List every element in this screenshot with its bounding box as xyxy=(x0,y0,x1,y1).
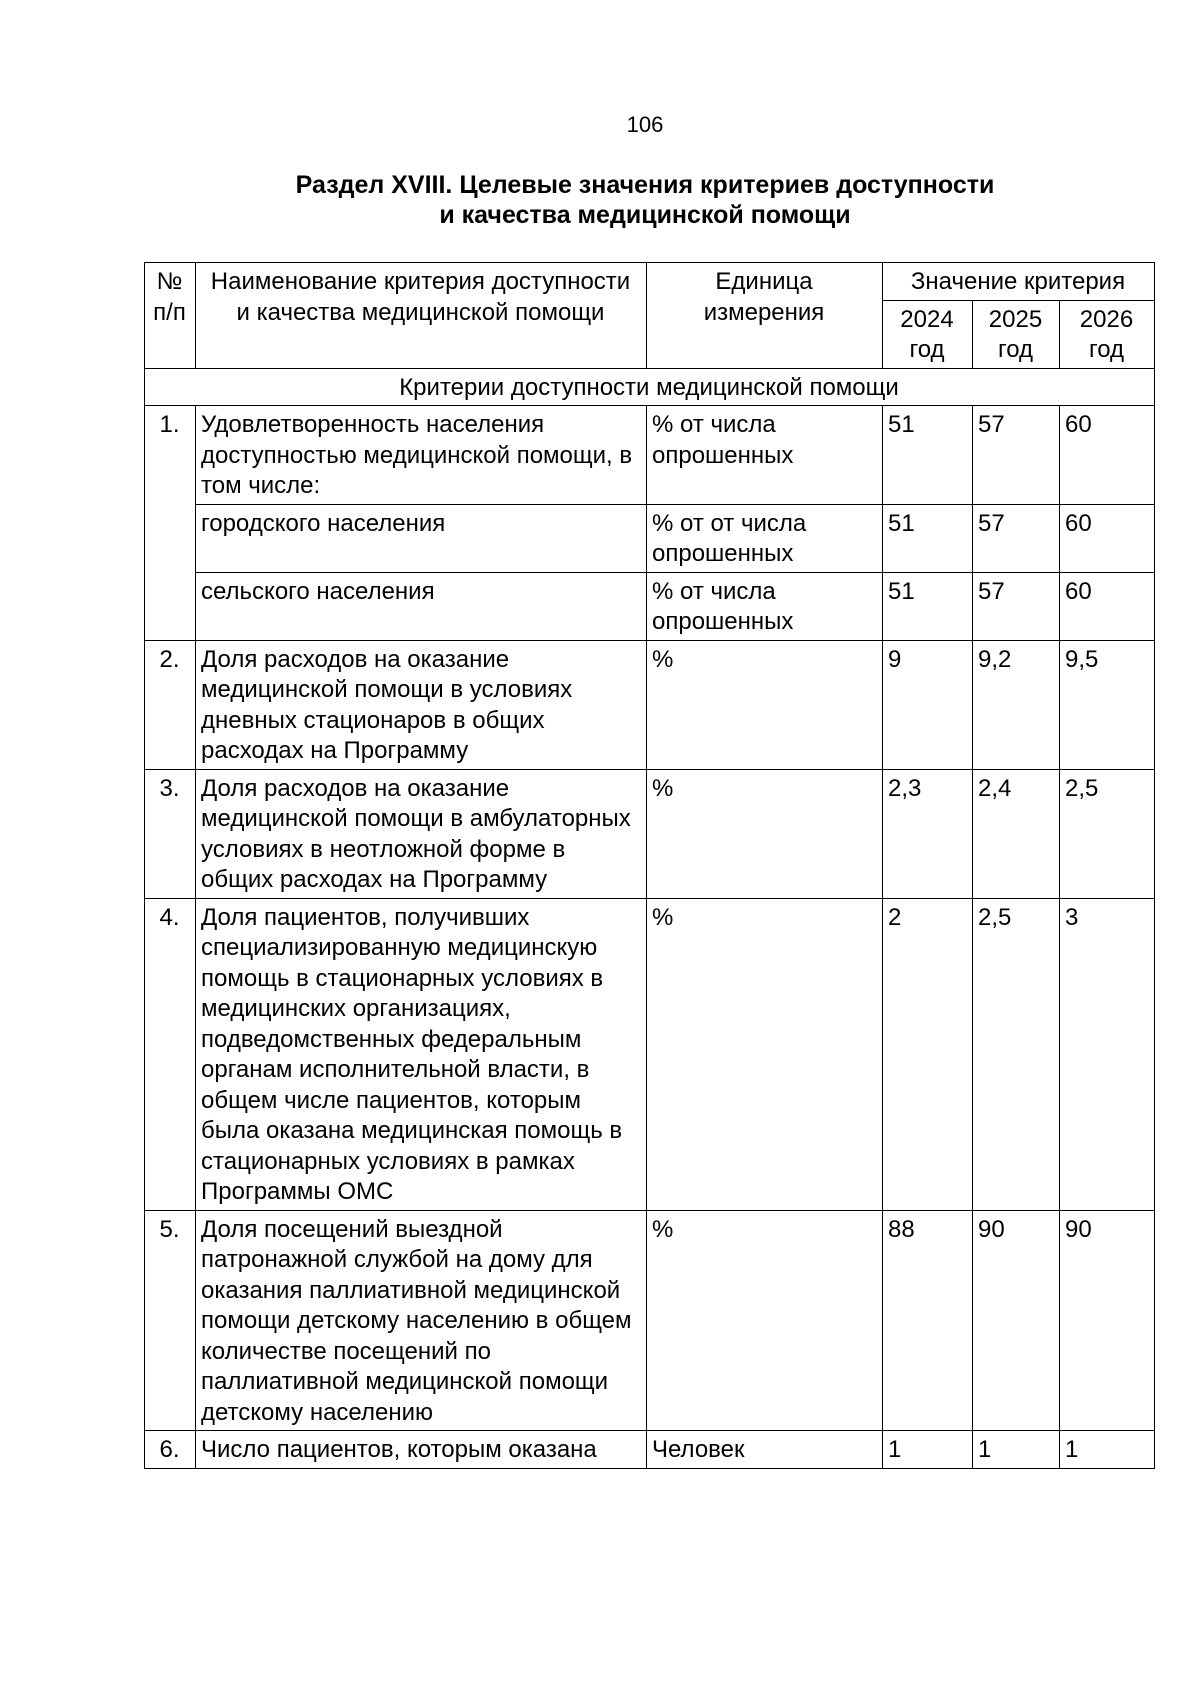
criterion-unit: % xyxy=(647,640,883,769)
value-2024: 51 xyxy=(883,406,973,505)
header-year-2024: 2024 год xyxy=(883,300,973,368)
table-row xyxy=(145,769,1155,898)
value-2024: 2,3 xyxy=(883,769,973,898)
criterion-name: Доля расходов на оказание медицинской помощи в условиях дневных стационаров в общих расходах на Программу xyxy=(196,640,647,769)
value-2026: 2,5 xyxy=(1060,769,1155,898)
header-unit: Единица измерения xyxy=(647,263,883,369)
value-2026: 60 xyxy=(1060,572,1155,640)
table-row xyxy=(145,898,1155,1210)
criterion-name: Доля пациентов, получивших специализированную медицинскую помощь в стационарных условиях в медицинских организациях, подведомственных федеральным органам исполнительной власти, в общем числе пациентов, которым была оказана медицинская помощь в стационарных условиях в рамках Программы ОМС xyxy=(196,898,647,1210)
section-label: Критерии доступности медицинской помощи xyxy=(145,368,1155,406)
section-title-line-2: и качества медицинской помощи xyxy=(439,201,851,229)
section-title-line-1: Раздел XVIII. Целевые значения критериев доступности xyxy=(295,171,995,199)
value-2025: 2,5 xyxy=(973,898,1060,1210)
value-2026: 90 xyxy=(1060,1210,1155,1431)
table-row xyxy=(145,640,1155,769)
row-number: 5. xyxy=(145,1210,196,1431)
page-number: 106 xyxy=(626,112,664,137)
value-2024: 2 xyxy=(883,898,973,1210)
criterion-unit: % от числа опрошенных xyxy=(647,572,883,640)
header-value: Значение критерия xyxy=(883,263,1155,301)
criterion-unit: % от от числа опрошенных xyxy=(647,504,883,572)
criterion-name: Доля расходов на оказание медицинской помощи в амбулаторных условиях в неотложной форме в общих расходах на Программу xyxy=(196,769,647,898)
value-2025: 2,4 xyxy=(973,769,1060,898)
header-year-2026: 2026 год xyxy=(1060,300,1155,368)
value-2024: 88 xyxy=(883,1210,973,1431)
value-2025: 57 xyxy=(973,504,1060,572)
value-2024: 51 xyxy=(883,572,973,640)
row-number: 1. xyxy=(145,406,196,641)
section-row xyxy=(145,368,1155,406)
criterion-name: Доля посещений выездной патронажной службой на дому для оказания паллиативной медицинской помощи детскому населению в общем количестве посещений по паллиативной медицинской помощи детскому населению xyxy=(196,1210,647,1431)
section-title xyxy=(0,170,1200,230)
value-2026: 60 xyxy=(1060,406,1155,505)
criteria-table xyxy=(144,262,1155,1469)
table-row xyxy=(145,1431,1155,1469)
criterion-unit: % xyxy=(647,1210,883,1431)
value-2025: 9,2 xyxy=(973,640,1060,769)
table-row xyxy=(145,504,1155,572)
table-row xyxy=(145,406,1155,505)
row-number: 3. xyxy=(145,769,196,898)
header-num: № п/п xyxy=(145,263,196,369)
header-name: Наименование критерия доступности и качества медицинской помощи xyxy=(196,263,647,369)
value-2025: 57 xyxy=(973,406,1060,505)
value-2024: 1 xyxy=(883,1431,973,1469)
table-row xyxy=(145,572,1155,640)
value-2024: 51 xyxy=(883,504,973,572)
value-2026: 60 xyxy=(1060,504,1155,572)
value-2025: 57 xyxy=(973,572,1060,640)
criterion-unit: % от числа опрошенных xyxy=(647,406,883,505)
criterion-unit: % xyxy=(647,898,883,1210)
table-row xyxy=(145,1210,1155,1431)
value-2026: 9,5 xyxy=(1060,640,1155,769)
row-number: 4. xyxy=(145,898,196,1210)
value-2024: 9 xyxy=(883,640,973,769)
criterion-name: Удовлетворенность населения доступностью медицинской помощи, в том числе: xyxy=(196,406,647,505)
criterion-name: Число пациентов, которым оказана xyxy=(196,1431,647,1469)
value-2026: 3 xyxy=(1060,898,1155,1210)
row-number: 2. xyxy=(145,640,196,769)
criterion-name: сельского населения xyxy=(196,572,647,640)
value-2025: 1 xyxy=(973,1431,1060,1469)
value-2026: 1 xyxy=(1060,1431,1155,1469)
header-row xyxy=(145,263,1155,301)
criterion-name: городского населения xyxy=(196,504,647,572)
criterion-unit: % xyxy=(647,769,883,898)
criterion-unit: Человек xyxy=(647,1431,883,1469)
header-year-2025: 2025 год xyxy=(973,300,1060,368)
row-number: 6. xyxy=(145,1431,196,1469)
value-2025: 90 xyxy=(973,1210,1060,1431)
